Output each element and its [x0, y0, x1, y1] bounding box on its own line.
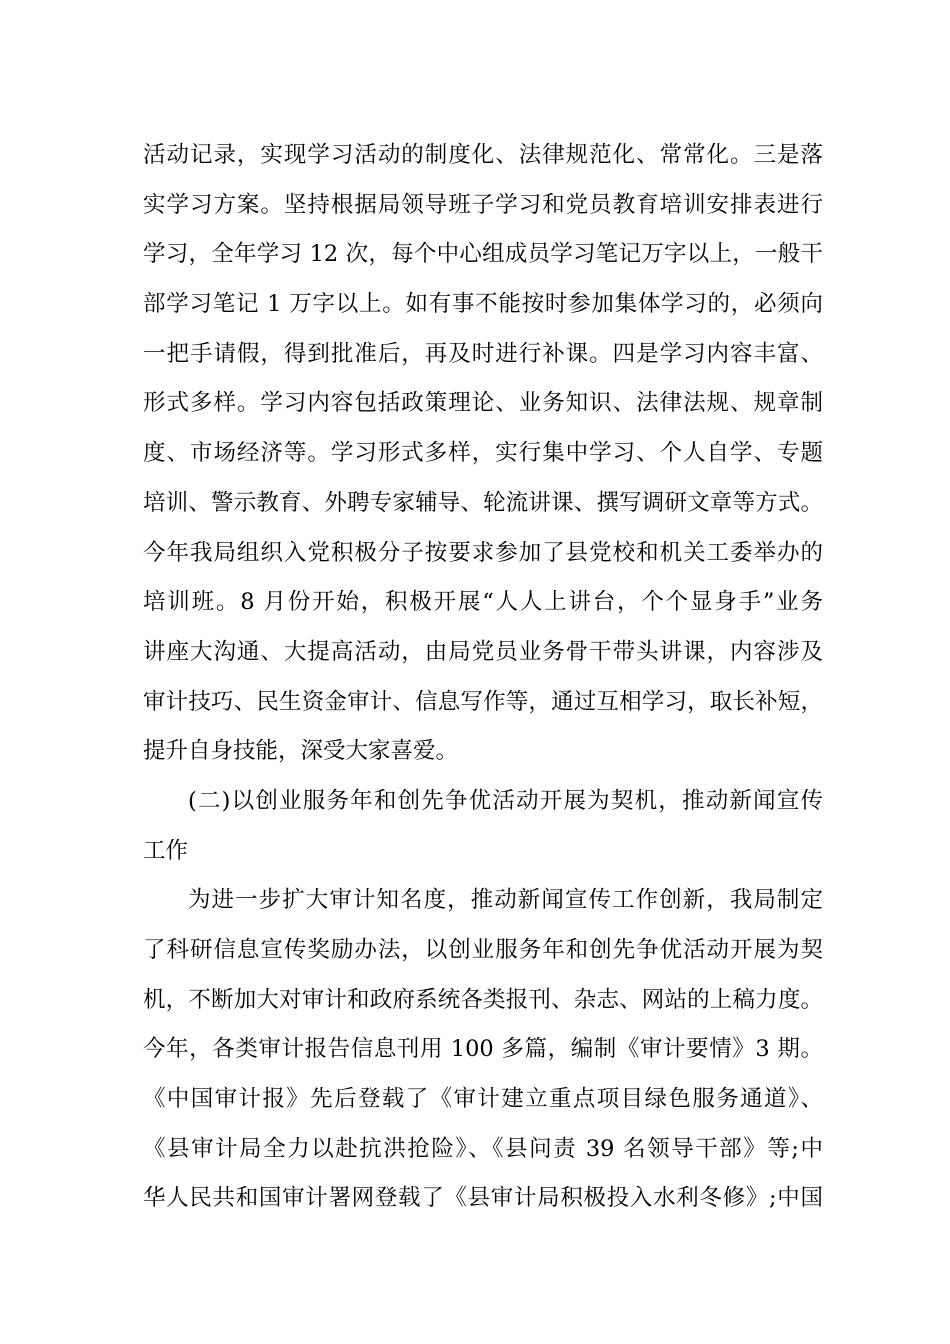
- text-line: 度、市场经济等。学习形式多样，实行集中学习、个人自学、专题: [143, 440, 823, 467]
- text-line: 《县审计局全力以赴抗洪抢险》、《县问责 39 名领导干部》等;中: [143, 1135, 823, 1162]
- text-line: 了科研信息宣传奖励办法，以创业服务年和创先争优活动开展为契: [143, 937, 823, 963]
- text-line: 机，不断加大对审计和政府系统各类报刊、杂志、网站的上稿力度。: [143, 986, 823, 1013]
- text-line: 今年我局组织入党积极分子按要求参加了县党校和机关工委举办的: [143, 539, 823, 566]
- text-line: 提升自身技能，深受大家喜爱。: [143, 738, 459, 765]
- text-line: 审计技巧、民生资金审计、信息写作等，通过互相学习，取长补短，: [143, 688, 823, 715]
- text-line: 实学习方案。坚持根据局领导班子学习和党员教育培训安排表进行: [143, 191, 823, 218]
- text-line: 部学习笔记 1 万字以上。如有事不能按时参加集体学习的，必须向: [143, 291, 823, 318]
- text-line: 华人民共和国审计署网登载了《县审计局积极投入水利冬修》;中国: [143, 1185, 823, 1212]
- text-line: 培训、警示教育、外聘专家辅导、轮流讲课、撰写调研文章等方式。: [143, 489, 823, 516]
- text-line: 学习，全年学习 12 次，每个中心组成员学习笔记万字以上，一般干: [143, 241, 823, 268]
- document-body: [143, 131, 823, 1224]
- text-line: 讲座大沟通、大提高活动，由局党员业务骨干带头讲课，内容涉及: [143, 638, 823, 665]
- text-line: 为进一步扩大审计知名度，推动新闻宣传工作创新，我局制定: [188, 887, 823, 914]
- text-line: 《中国审计报》先后登载了《审计建立重点项目绿色服务通道》、: [143, 1086, 823, 1113]
- text-line: 活动记录，实现学习活动的制度化、法律规范化、常常化。三是落: [143, 142, 823, 168]
- text-line: 一把手请假，得到批准后，再及时进行补课。四是学习内容丰富、: [143, 340, 823, 367]
- text-line: 今年，各类审计报告信息刊用 100 多篇，编制《审计要情》3 期。: [143, 1036, 823, 1063]
- section-heading-line: 工作: [143, 837, 189, 864]
- section-heading-line: (二)以创业服务年和创先争优活动开展为契机，推动新闻宣传: [188, 787, 823, 814]
- text-line: 形式多样。学习内容包括政策理论、业务知识、法律法规、规章制: [143, 390, 823, 417]
- text-line: 培训班。8 月份开始，积极开展“人人上讲台，个个显身手”业务: [143, 589, 823, 616]
